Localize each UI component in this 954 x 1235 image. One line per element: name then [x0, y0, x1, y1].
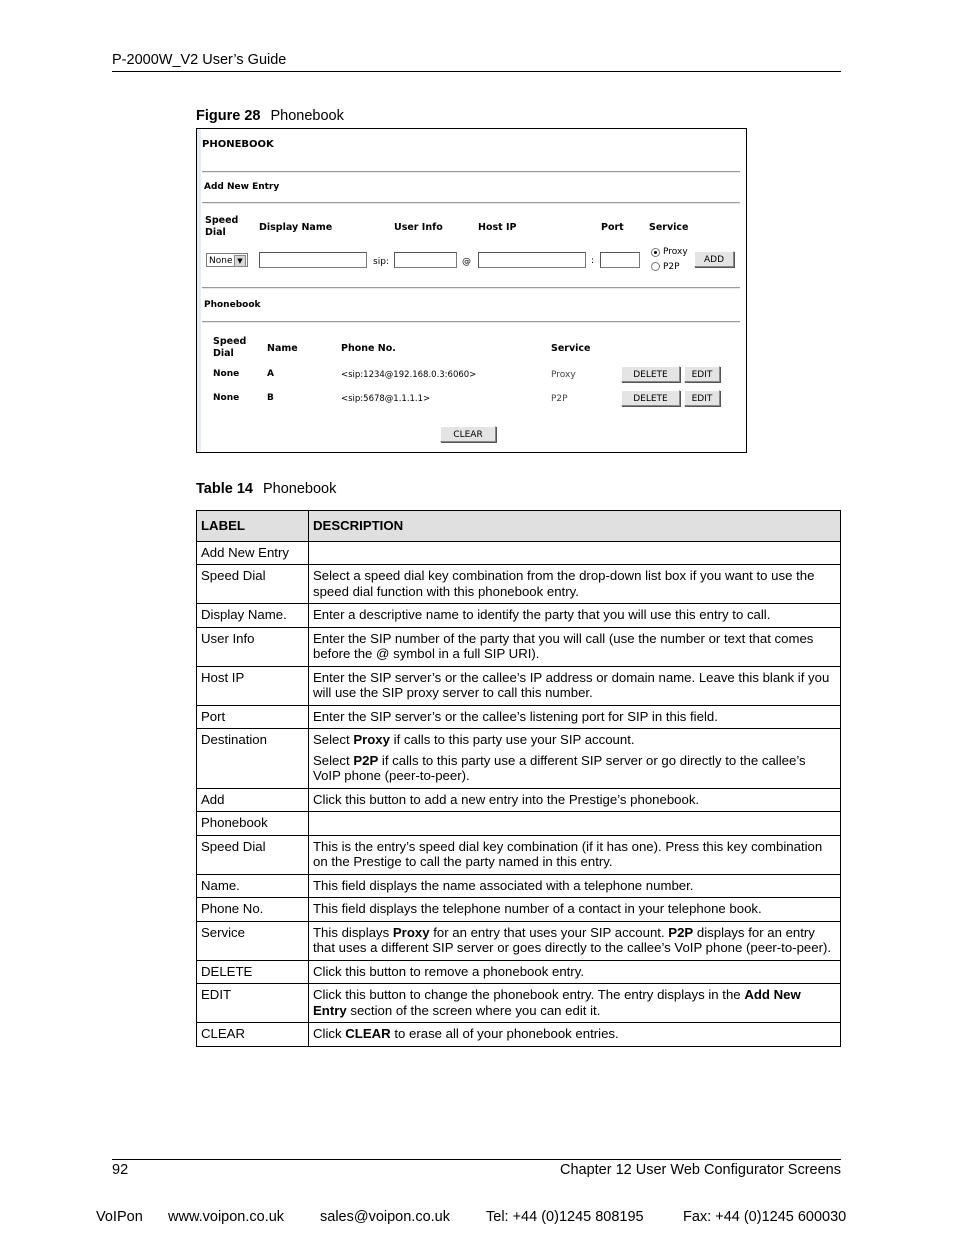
row-label: EDIT [197, 984, 309, 1023]
entry-name: A [267, 369, 274, 379]
host-ip-input[interactable] [478, 252, 586, 268]
table-row [197, 921, 841, 960]
row-description: Enter the SIP server’s or the callee’s IP address or domain name. Leave this blank if you will use the SIP proxy server to call this number. [309, 666, 841, 705]
sip-prefix: sip: [373, 257, 389, 267]
website-link[interactable]: www.voipon.co.uk [168, 1209, 285, 1225]
edit-button[interactable]: EDIT [684, 366, 720, 382]
table-row [197, 812, 841, 836]
display-name-input[interactable] [259, 252, 367, 268]
table-row [197, 984, 841, 1023]
col-port: Port [601, 222, 624, 233]
row-description: Click this button to change the phonebook entry. The entry displays in the Add New Entry section of the screen where you can edit it. [309, 984, 841, 1023]
email-link[interactable]: sales@voipon.co.uk [320, 1209, 450, 1225]
row-description: Enter the SIP number of the party that you will call (use the number or text that comes before the @ symbol in a full SIP URI). [309, 627, 841, 666]
port-colon: : [591, 256, 595, 266]
p2p-radio[interactable] [651, 262, 660, 271]
fax: Fax: +44 (0)1245 600030 [683, 1209, 847, 1225]
screen-title: PHONEBOOK [202, 139, 274, 150]
entry-speed-dial: None [213, 393, 240, 403]
screen-left-bar [197, 129, 201, 452]
table-label: Table 14 [196, 481, 253, 497]
row-description: Enter a descriptive name to identify the party that you will use this entry to call. [309, 604, 841, 628]
page-number: 92 [112, 1162, 129, 1178]
row-label: Port [197, 705, 309, 729]
company-name: VoIPon [96, 1209, 143, 1225]
running-header: P-2000W_V2 User’s Guide [112, 52, 287, 68]
table-title: Phonebook [262, 481, 337, 497]
table-row [197, 666, 841, 705]
clear-button[interactable]: CLEAR [440, 426, 496, 442]
table-row [197, 874, 841, 898]
add-button[interactable]: ADD [694, 251, 734, 267]
phonebook-heading: Phonebook [204, 300, 261, 310]
row-label: Phone No. [197, 898, 309, 922]
table-row [197, 541, 841, 565]
col-host-ip: Host IP [478, 222, 517, 233]
chevron-down-icon: ▼ [234, 255, 246, 267]
row-label: DELETE [197, 960, 309, 984]
table-row [197, 835, 841, 874]
table-row [197, 729, 841, 789]
phonebook-screenshot [196, 128, 747, 453]
row-description: This field displays the name associated with a telephone number. [309, 874, 841, 898]
col-user-info: User Info [394, 222, 443, 233]
row-label: Add [197, 788, 309, 812]
delete-button[interactable]: DELETE [621, 390, 680, 406]
entry-speed-dial: None [213, 369, 240, 379]
entry-name: B [267, 393, 274, 403]
table-row [197, 565, 841, 604]
row-description: Enter the SIP server’s or the callee’s listening port for SIP in this field. [309, 705, 841, 729]
list-col-service: Service [551, 343, 591, 354]
row-label: CLEAR [197, 1023, 309, 1047]
screen-divider [202, 321, 740, 323]
row-label: Speed Dial [197, 565, 309, 604]
row-label: User Info [197, 627, 309, 666]
figure-caption [196, 108, 344, 124]
proxy-radio-label: Proxy [663, 247, 688, 257]
list-col-speed-dial: Speed [213, 336, 247, 347]
header-label: LABEL [197, 511, 309, 542]
entry-service: Proxy [551, 370, 576, 380]
screen-divider [202, 202, 740, 204]
add-entry-heading: Add New Entry [204, 182, 280, 192]
figure-label: Figure 28 [196, 108, 261, 124]
row-description: This displays Proxy for an entry that uses your SIP account. P2P displays for an entry that uses a different SIP server or goes directly to the callee’s VoIP phone (peer-to-peer). [309, 921, 841, 960]
speed-dial-select[interactable] [206, 253, 248, 267]
row-description: Click this button to remove a phonebook entry. [309, 960, 841, 984]
row-description: This field displays the telephone number of a contact in your telephone book. [309, 898, 841, 922]
list-col-name: Name [267, 343, 298, 354]
table-header-row [197, 511, 841, 542]
delete-button[interactable]: DELETE [621, 366, 680, 382]
footer-divider [112, 1159, 841, 1160]
table-row [197, 960, 841, 984]
speed-dial-value: None [209, 256, 233, 266]
table-row [197, 788, 841, 812]
figure-title: Phonebook [270, 108, 344, 124]
at-symbol: @ [462, 257, 471, 267]
row-label: Add New Entry [197, 541, 309, 565]
row-label: Name. [197, 874, 309, 898]
header-divider [112, 71, 841, 72]
list-col-phone: Phone No. [341, 343, 396, 354]
list-col-speed-dial-2: Dial [213, 348, 234, 359]
table-row [197, 705, 841, 729]
row-description [309, 812, 841, 836]
row-description: Select Proxy if calls to this party use your SIP account. Select P2P if calls to this party use a different SIP server or go directly to the callee’s VoIP phone (peer-to-peer). [309, 729, 841, 789]
entry-phone: <sip:5678@1.1.1.1> [341, 394, 431, 404]
edit-button[interactable]: EDIT [684, 390, 720, 406]
row-label: Speed Dial [197, 835, 309, 874]
row-label: Host IP [197, 666, 309, 705]
row-label: Display Name. [197, 604, 309, 628]
col-speed-dial: Speed [205, 215, 239, 226]
table-row [197, 898, 841, 922]
col-speed-dial-2: Dial [205, 227, 226, 238]
chapter-title: Chapter 12 User Web Configurator Screens [559, 1162, 841, 1178]
row-label: Service [197, 921, 309, 960]
row-label: Phonebook [197, 812, 309, 836]
table-row [197, 1023, 841, 1047]
phonebook-field-table [196, 510, 841, 1047]
row-description: Click CLEAR to erase all of your phonebook entries. [309, 1023, 841, 1047]
p2p-radio-label: P2P [663, 262, 680, 272]
header-description: DESCRIPTION [309, 511, 841, 542]
row-description [309, 541, 841, 565]
entry-phone: <sip:1234@192.168.0.3:6060> [341, 370, 477, 380]
table-caption [196, 481, 336, 497]
row-label: Destination [197, 729, 309, 789]
user-info-input[interactable] [394, 252, 457, 268]
col-service: Service [649, 222, 689, 233]
table-row [197, 604, 841, 628]
row-description: This is the entry’s speed dial key combination (if it has one). Press this key combination on the Prestige to call the party named in this entry. [309, 835, 841, 874]
screen-divider [202, 171, 740, 173]
proxy-radio[interactable] [651, 248, 660, 257]
col-display-name: Display Name [259, 222, 333, 233]
row-description: Click this button to add a new entry into the Prestige’s phonebook. [309, 788, 841, 812]
telephone: Tel: +44 (0)1245 808195 [486, 1209, 644, 1225]
table-row [197, 627, 841, 666]
screen-divider [202, 287, 740, 289]
port-input[interactable] [600, 252, 640, 268]
row-description: Select a speed dial key combination from the drop-down list box if you want to use the speed dial function with this phonebook entry. [309, 565, 841, 604]
entry-service: P2P [551, 394, 568, 404]
